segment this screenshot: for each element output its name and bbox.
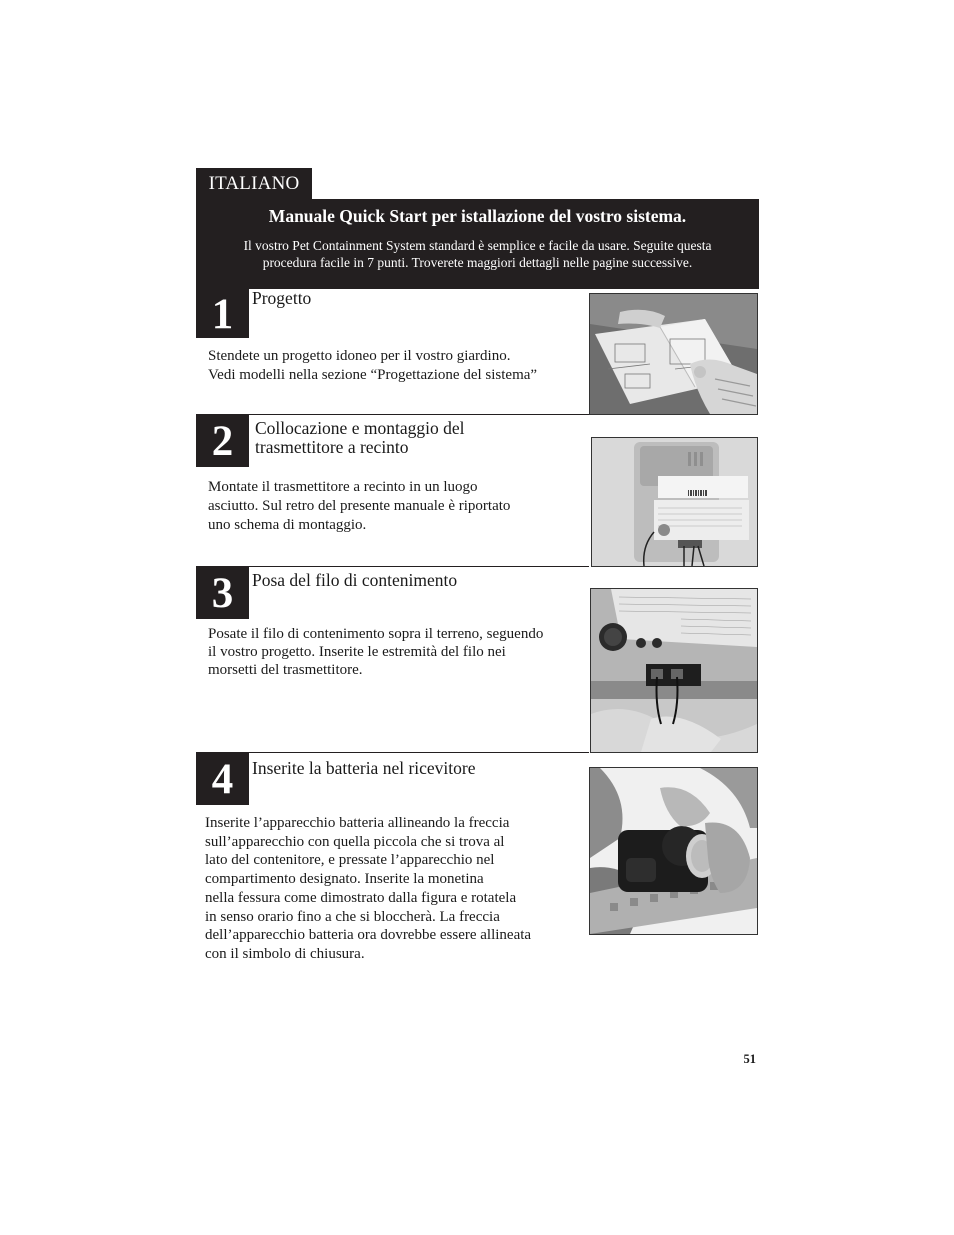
step-text-line: dell’apparecchio batteria ora dovrebbe essere allineata xyxy=(205,927,532,944)
step-text-line: con il simbolo di chiusura. xyxy=(205,945,365,962)
step-text-line: morsetti del trasmettitore. xyxy=(208,662,363,678)
step-text-line: nella fessura come dimostrato dalla figura e rotatela xyxy=(205,889,517,906)
step-2-text xyxy=(208,478,510,535)
header-intro-line: procedura facile in 7 punti. Troverete maggiori dettagli nelle pagine successive. xyxy=(262,255,693,270)
step-title-line: trasmettitore a recinto xyxy=(255,437,409,457)
step-3-title xyxy=(252,571,457,590)
header-intro-line: Il vostro Pet Containment System standard è semplice e facile da usare. Seguite questa xyxy=(243,238,712,253)
step-text-line: lato del contenitore, e pressate l’apparecchio nel xyxy=(205,852,495,869)
step-title-line: Inserite la batteria nel ricevitore xyxy=(252,758,476,778)
step-4-title xyxy=(252,759,476,778)
step-1-number: 1 xyxy=(196,287,249,338)
step-text-line: compartimento designato. Inserite la monetina xyxy=(205,871,484,888)
step-3-text xyxy=(208,625,543,679)
header-title: Manuale Quick Start per istallazione del vostro sistema. xyxy=(268,206,687,226)
step-text-line: uno schema di montaggio. xyxy=(208,517,367,533)
step-4-text xyxy=(205,814,531,964)
step-text-line: Posate il filo di contenimento sopra il terreno, seguendo xyxy=(208,626,544,642)
step-2-title xyxy=(255,419,464,457)
step-text-line: Montate il trasmettitore a recinto in un luogo xyxy=(208,479,478,495)
step-1-photo-plan-drawing xyxy=(589,293,758,415)
language-tab: ITALIANO xyxy=(196,168,312,199)
step-2-number: 2 xyxy=(196,414,249,467)
step-title-line: Posa del filo di contenimento xyxy=(252,570,458,590)
step-1-text xyxy=(208,347,537,385)
step-2-photo-transmitter xyxy=(591,437,758,567)
step-divider xyxy=(249,752,589,753)
quick-start-header xyxy=(196,199,759,289)
step-text-line: il vostro progetto. Inserite le estremità del filo nei xyxy=(208,644,506,660)
header-intro xyxy=(208,237,747,271)
step-title-line: Progetto xyxy=(252,288,312,308)
step-text-line: asciutto. Sul retro del presente manuale è riportato xyxy=(208,498,511,514)
step-text-line: in senso orario fino a che si bloccherà. La freccia xyxy=(205,908,500,925)
step-text-line: sull’apparecchio con quella piccola che si trova al xyxy=(205,833,505,850)
step-divider xyxy=(249,566,589,567)
page-number: 51 xyxy=(743,1052,756,1066)
step-title-line: Collocazione e montaggio del xyxy=(255,418,465,438)
step-divider xyxy=(249,414,589,415)
step-text-line: Inserite l’apparecchio batteria allineando la freccia xyxy=(205,815,510,831)
step-text-line: Stendete un progetto idoneo per il vostro giardino. xyxy=(208,348,511,364)
step-4-number: 4 xyxy=(196,752,249,805)
step-3-number: 3 xyxy=(196,566,249,619)
step-1-title xyxy=(252,289,311,308)
step-text-line: Vedi modelli nella sezione “Progettazione del sistema” xyxy=(208,367,538,383)
step-4-photo-receiver-battery xyxy=(589,767,758,935)
step-3-photo-wire-terminals xyxy=(590,588,758,753)
